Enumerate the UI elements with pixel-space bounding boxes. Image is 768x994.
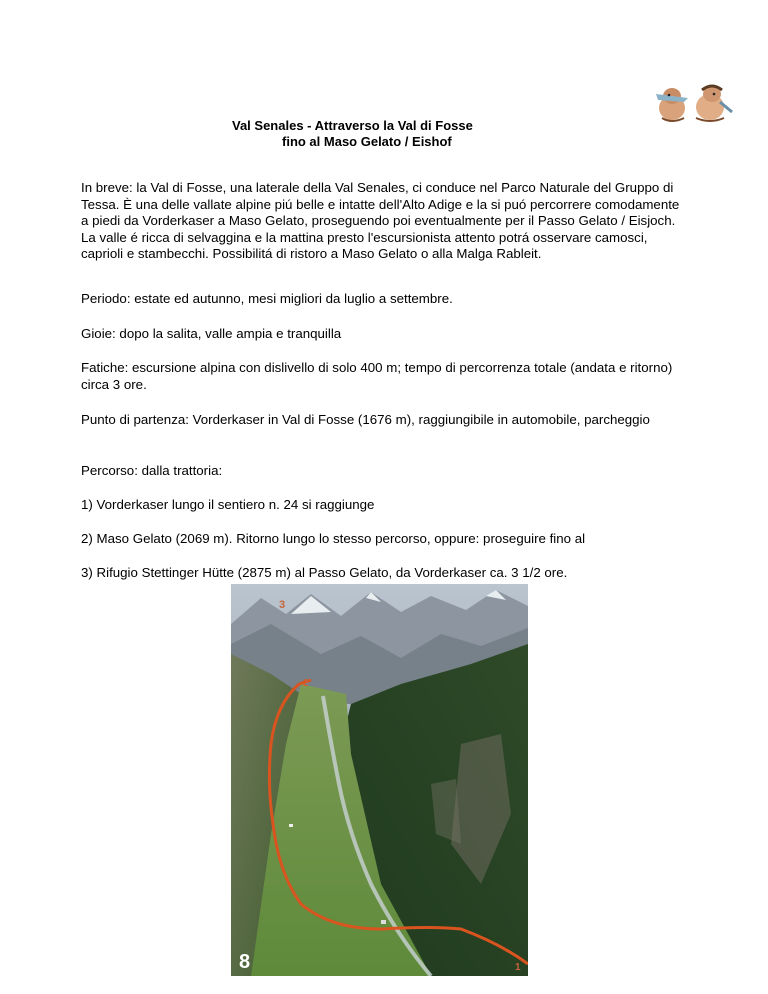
route-intro-paragraph: Percorso: dalla trattoria: (81, 463, 223, 478)
route-step-3: 3) Rifugio Stettinger Hütte (2875 m) al Passo Gelato, da Vorderkaser ca. 3 1/2 ore. (81, 565, 568, 580)
title-line-1: Val Senales - Attraverso la Val di Fosse (232, 118, 473, 133)
marker-2: 2 (303, 678, 309, 689)
route-step-1: 1) Vorderkaser lungo il sentiero n. 24 si raggiunge (81, 497, 375, 512)
route-step-2: 2) Maso Gelato (2069 m). Ritorno lungo lo stesso percorso, oppure: proseguire fino al (81, 531, 586, 546)
period-paragraph: Periodo: estate ed autunno, mesi migliori da luglio a settembre. (81, 291, 453, 306)
title-line-2: fino al Maso Gelato / Eishof (282, 134, 452, 149)
marker-3: 3 (279, 599, 286, 611)
marker-1: 1 (515, 962, 521, 973)
effort-paragraph: Fatiche: escursione alpina con dislivello di solo 400 m; tempo di percorrenza totale (andata e ritorno) circa 3 ore. (81, 360, 673, 392)
logo-illustration (648, 82, 736, 124)
valley-route-photo (231, 584, 528, 976)
start-point-paragraph: Punto di partenza: Vorderkaser in Val di Fosse (1676 m), raggiungibile in automobile, parcheggio (81, 412, 650, 427)
intro-paragraph: In breve: la Val di Fosse, una laterale della Val Senales, ci conduce nel Parco Naturale del Gruppo di Tessa. È una delle vallate alpine piú belle e intatte dell'Alto Adige e la si puó percorrere comodamente a piedi da Vorderkaser a Maso Gelato, proseguendo poi eventualmente per il Passo Gelato / Eisjoch. La valle é ricca di selvaggina e la mattina presto l'escursionista attento potrá osservare camosci, caprioli e stambecchi. Possibilitá di ristoro a Maso Gelato o alla Malga Rableit. (81, 180, 680, 262)
photo-page-number: 8 (239, 951, 251, 973)
joys-paragraph: Gioie: dopo la salita, valle ampia e tranquilla (81, 326, 342, 341)
